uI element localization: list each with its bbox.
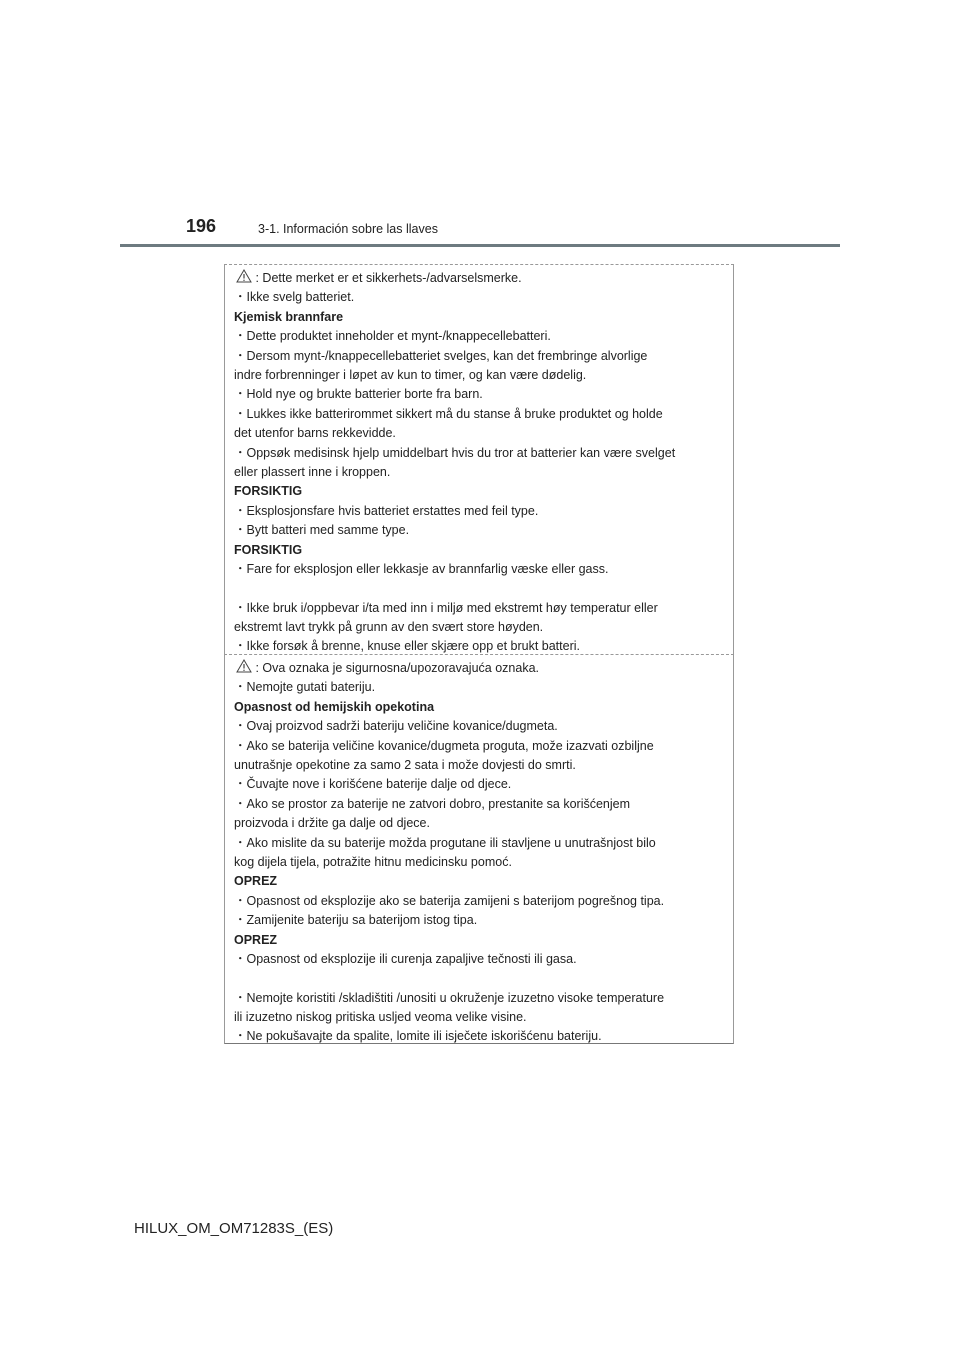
warning-text-line: ・Zamijenite bateriju sa baterijom istog tipa.	[234, 913, 478, 928]
warning-text-line: ・Ako se prostor za baterije ne zatvori dobro, prestanite sa korišćenjem	[234, 796, 631, 811]
warning-text-line: ・Nemojte gutati bateriju.	[234, 680, 376, 695]
warning-text-line: ・Čuvajte nove i korišćene baterije dalje od djece.	[234, 777, 512, 792]
warning-text-line: ・Bytt batteri med samme type.	[234, 523, 410, 538]
warning-text-line: det utenfor barns rekkevidde.	[234, 426, 396, 441]
warning-heading: OPREZ	[234, 932, 278, 947]
warning-text-line: ・Fare for eksplosjon eller lekkasje av brannfarlig væske eller gass.	[234, 562, 609, 577]
warning-text-line: unutrašnje opekotine za samo 2 sata i može dovjesti do smrti.	[234, 758, 576, 773]
document-code: HILUX_OM_OM71283S_(ES)	[134, 1220, 334, 1237]
warning-lines	[234, 678, 733, 1046]
warning-text-line: ・Opasnost od eksplozije ili curenja zapaljive tečnosti ili gasa.	[234, 952, 577, 967]
warning-text-line: ili izuzetno niskog pritiska usljed veoma velike visine.	[234, 1009, 527, 1024]
header-rule	[120, 244, 840, 247]
warning-text-line: ・Lukkes ikke batterirommet sikkert må du stanse å bruke produktet og holde	[234, 406, 663, 421]
warning-triangle-icon	[236, 659, 252, 673]
warning-text-line: ・Ikke forsøk å brenne, knuse eller skjære opp et brukt batteri.	[234, 639, 580, 654]
warning-heading: FORSIKTIG	[234, 484, 303, 499]
warning-text-line: ・Ako se baterija veličine kovanice/dugmeta proguta, može izazvati ozbiljne	[234, 738, 654, 753]
warning-heading: OPREZ	[234, 874, 278, 889]
warning-symbol-text: : Ova oznaka je sigurnosna/upozoravajuća oznaka.	[255, 661, 539, 675]
warning-text-line: ・Eksplosjonsfare hvis batteriet erstattes med feil type.	[234, 503, 539, 518]
warning-text-line: ・Opasnost od eksplozije ako se baterija zamijeni s baterijom pogrešnog tipa.	[234, 893, 665, 908]
warning-triangle-icon	[236, 269, 252, 283]
paragraph-gap	[234, 580, 733, 599]
warning-box-norwegian	[224, 264, 734, 654]
warning-text-line: ・Dersom mynt-/knappecellebatteriet svelges, kan det frembringe alvorlige	[234, 348, 648, 363]
warning-text-line: ・Nemojte koristiti /skladištiti /unositi u okruženje izuzetno visoke temperature	[234, 990, 665, 1005]
warning-text-line: ・Ne pokušavajte da spalite, lomite ili isječete iskorišćenu bateriju.	[234, 1029, 602, 1044]
warning-text-line: kog dijela tijela, potražite hitnu medicinsku pomoć.	[234, 855, 512, 870]
paragraph-gap	[234, 970, 733, 989]
section-title: 3-1. Información sobre las llaves	[258, 222, 438, 236]
warning-text-line: proizvoda i držite ga dalje od djece.	[234, 816, 430, 831]
page-number: 196	[186, 216, 217, 236]
warning-heading: Kjemisk brannfare	[234, 309, 344, 324]
warning-text-line: ・Oppsøk medisinsk hjelp umiddelbart hvis du tror at batterier kan være svelget	[234, 445, 676, 460]
warning-text-line: ・Ikke svelg batteriet.	[234, 290, 355, 305]
warning-text-line: ・Ako mislite da su baterije možda progutane ili stavljene u unutrašnjost bilo	[234, 835, 656, 850]
warning-symbol-line	[234, 269, 733, 288]
warning-heading: FORSIKTIG	[234, 542, 303, 557]
warning-symbol-text: : Dette merket er et sikkerhets-/advarselsmerke.	[255, 271, 522, 285]
warning-lines	[234, 288, 733, 656]
warning-text-line: eller plassert inne i kroppen.	[234, 465, 391, 480]
warning-text-line: ・Ovaj proizvod sadrži bateriju veličine kovanice/dugmeta.	[234, 719, 558, 734]
warning-text-line: indre forbrenninger i løpet av kun to timer, og kan være dødelig.	[234, 368, 587, 383]
warning-text-line: ekstremt lavt trykk på grunn av den svært store høyden.	[234, 619, 544, 634]
warning-text-line: ・Hold nye og brukte batterier borte fra barn.	[234, 387, 483, 402]
warning-text-line: ・Ikke bruk i/oppbevar i/ta med inn i miljø med ekstremt høy temperatur eller	[234, 600, 658, 615]
warning-box-croatian	[224, 654, 734, 1044]
warning-heading: Opasnost od hemijskih opekotina	[234, 699, 435, 714]
warning-symbol-line	[234, 659, 733, 678]
warning-text-line: ・Dette produktet inneholder et mynt-/knappecellebatteri.	[234, 329, 551, 344]
